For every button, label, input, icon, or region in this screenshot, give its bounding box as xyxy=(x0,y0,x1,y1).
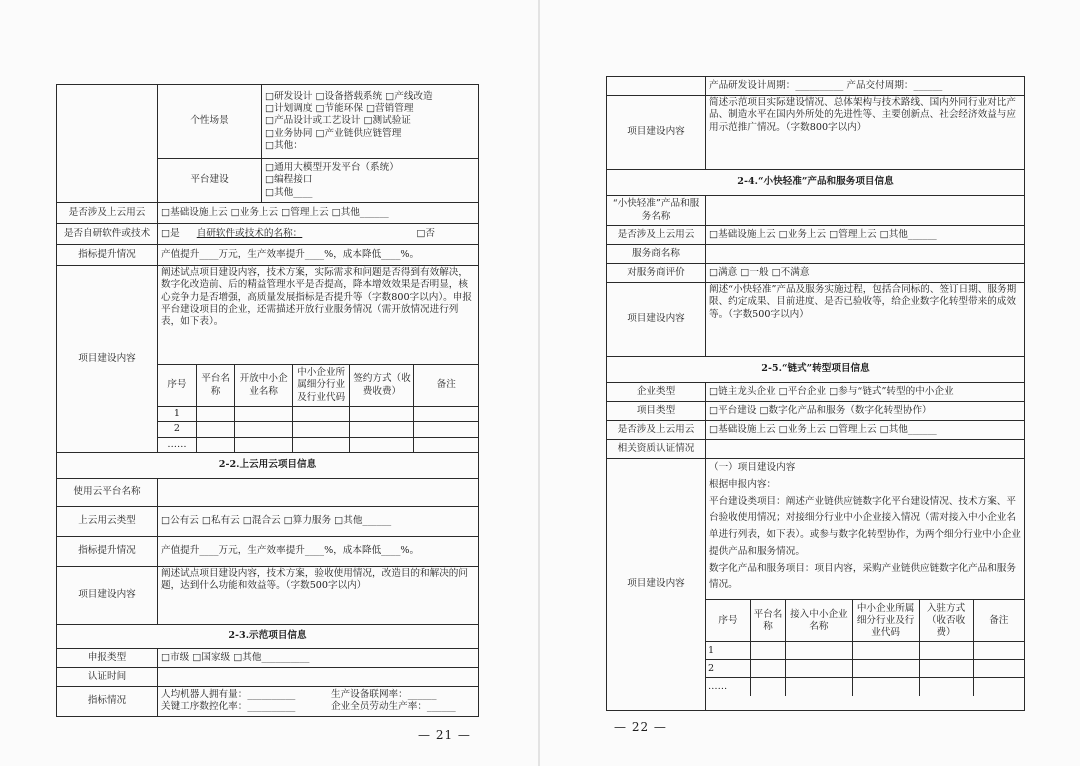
section-2-3-title: 2-3.示范项目信息 xyxy=(57,624,479,648)
indicator-label: 指标情况 xyxy=(57,686,158,716)
cloud-usage-options[interactable]: □基础设施上云 □业务上云 □管理上云 □其他______ xyxy=(158,203,479,224)
table-cell[interactable] xyxy=(196,407,234,422)
cloud-usage-options-2[interactable]: □基础设施上云 □业务上云 □管理上云 □其他______ xyxy=(706,226,1025,245)
table-cell[interactable] xyxy=(292,422,350,437)
col-header: 序号 xyxy=(158,365,196,407)
product-name-label: “小快轻准”产品和服务名称 xyxy=(607,196,706,226)
page-22 xyxy=(540,0,1080,766)
platform-option[interactable]: □通用大模型开发平台（系统） xyxy=(265,162,399,174)
table-cell[interactable] xyxy=(292,407,350,422)
col-header: 备注 xyxy=(973,600,1024,642)
provider-name-field[interactable] xyxy=(706,245,1025,264)
col-header: 中小企业所属细分行业及行业代码 xyxy=(292,365,350,407)
apply-type-label: 申报类型 xyxy=(57,648,158,667)
self-dev-no-checkbox[interactable]: □否 xyxy=(416,227,435,239)
table-cell[interactable] xyxy=(350,437,414,452)
indicator-values xyxy=(158,686,479,716)
section-2-5-title: 2-5.“链式”转型项目信息 xyxy=(607,357,1025,383)
project-type-label: 项目类型 xyxy=(607,402,706,421)
row-index: 1 xyxy=(158,407,196,422)
cloud-content-text[interactable]: 阐述试点项目建设内容，技术方案，验收使用情况，改造目的和解决的问题，达到什么功能和效益等。（字数500字以内） xyxy=(158,566,479,624)
cert-status-label: 相关资质认证情况 xyxy=(607,440,706,459)
access-sme-table xyxy=(706,599,1024,696)
self-dev-options xyxy=(158,224,479,245)
self-dev-yes-checkbox[interactable]: □是 xyxy=(161,227,180,239)
personal-scenarios-options xyxy=(262,85,479,159)
col-header: 入驻方式（收否收费） xyxy=(919,600,973,642)
product-name-field[interactable] xyxy=(706,196,1025,226)
platform-option[interactable]: □编程接口 xyxy=(265,174,313,186)
scenario-option-line[interactable]: □业务协同 □产业链供应链管理 xyxy=(265,127,402,139)
row-index: …… xyxy=(706,678,751,696)
project-type-options[interactable]: □平台建设 □数字化产品和服务（数字化转型协作） xyxy=(706,402,1025,421)
cloud-type-label: 上云用云类型 xyxy=(57,506,158,536)
company-type-label: 企业类型 xyxy=(607,383,706,402)
chain-content-cell xyxy=(706,459,1025,711)
service-content-text[interactable]: 阐述“小快轻准”产品及服务实施过程，包括合同标的、签订日期、服务期限、约定成果、目前进度、是否已验收等，给企业数字化转型带来的成效等。（字数500字以内） xyxy=(706,283,1025,357)
cert-time-label: 认证时间 xyxy=(57,667,158,686)
scenario-option-line[interactable]: □其他： xyxy=(265,139,303,151)
table-cell[interactable] xyxy=(235,422,293,437)
chain-content-text[interactable] xyxy=(706,459,1024,595)
table-cell[interactable] xyxy=(292,437,350,452)
project-content-label: 项目建设内容 xyxy=(57,266,158,453)
cloud-usage-label-3: 是否涉及上云用云 xyxy=(607,421,706,440)
cloud-usage-label-2: 是否涉及上云用云 xyxy=(607,226,706,245)
page-number-21: — 21 — xyxy=(418,728,471,742)
table-cell[interactable] xyxy=(973,642,1024,660)
project-content-cell xyxy=(158,266,479,453)
labor-productivity-field[interactable]: 企业全员劳动生产率：______ xyxy=(331,701,456,713)
robot-per-capita-field[interactable]: 人均机器人拥有量：__________ xyxy=(161,689,296,701)
cert-status-field[interactable] xyxy=(706,440,1025,459)
self-dev-label: 是否自研软件或技术 xyxy=(57,224,158,245)
self-dev-name-field[interactable]: 自研软件或技术的名称： xyxy=(196,227,303,239)
metrics-label-2: 指标提升情况 xyxy=(57,536,158,566)
table-cell[interactable] xyxy=(196,422,234,437)
cloud-platform-name-label: 使用云平台名称 xyxy=(57,478,158,506)
blank-cell xyxy=(57,85,158,203)
page-number-22: — 22 — xyxy=(614,720,667,734)
metrics-label: 指标提升情况 xyxy=(57,245,158,266)
equipment-network-rate-field[interactable]: 生产设备联网率：______ xyxy=(331,689,437,701)
cert-time-field[interactable] xyxy=(158,667,479,686)
scenario-option-line[interactable]: □计划调度 □节能环保 □营销管理 xyxy=(265,103,414,115)
section-2-4-title: 2-4.“小快轻准”产品和服务项目信息 xyxy=(607,170,1025,196)
table-cell[interactable] xyxy=(852,678,919,696)
company-type-options[interactable]: □链主龙头企业 □平台企业 □参与“链式”转型的中小企业 xyxy=(706,383,1025,402)
platform-build-options xyxy=(262,159,479,203)
scenario-option-line[interactable]: □产品设计或工艺设计 □测试验证 xyxy=(265,115,411,127)
project-content-text[interactable]: 阐述试点项目建设内容，技术方案，实际需求和问题是否得到有效解决，数字化改造前、后的精益管理水平是否提高，降本增效效果是否明显，核心竞争力是否增强，高质量发展指标是否提升等（字数800字以内）。申报平台建设项目的企业，还需描述开放行业服务情况（需开放情况进行列表，如下表）。 xyxy=(161,267,472,328)
personal-scenarios-label: 个性场景 xyxy=(158,85,262,159)
table-cell[interactable] xyxy=(751,678,786,696)
cloud-usage-options-3[interactable]: □基础设施上云 □业务上云 □管理上云 □其他______ xyxy=(706,421,1025,440)
col-header: 平台名称 xyxy=(196,365,234,407)
demo-content-text[interactable]: 简述示范项目实际建设情况、总体架构与技术路线、国内外同行业对比产品、制造水平在国内外所处的先进性等、主要创新点、社会经济效益与应用示范推广情况。（字数800字以内） xyxy=(706,96,1025,170)
col-header: 中小企业所属细分行业及行业代码 xyxy=(852,600,919,642)
content-line: 根据申报内容： xyxy=(709,478,777,490)
metrics-value[interactable]: 产值提升____万元，生产效率提升____%，成本降低____%。 xyxy=(158,245,479,266)
col-header: 开放中小企业名称 xyxy=(235,365,293,407)
cloud-content-label: 项目建设内容 xyxy=(57,566,158,624)
table-cell[interactable] xyxy=(414,437,478,452)
table-cell[interactable] xyxy=(751,660,786,678)
table-cell[interactable] xyxy=(919,678,973,696)
table-cell[interactable] xyxy=(414,407,478,422)
provider-name-label: 服务商名称 xyxy=(607,245,706,264)
col-header: 备注 xyxy=(414,365,478,407)
table-cell[interactable] xyxy=(785,642,852,660)
platform-build-label: 平台建设 xyxy=(158,159,262,203)
content-paragraph: 平台建设类项目：阐述产业链供应链数字化平台建设情况、技术方案、平台验收使用情况；对接细分行业中小企业接入情况（需对接入中小企业名单进行列表，如下表）。或参与数字化转型协作，为两个细分行业中小企业提供产品和服务情况。 xyxy=(709,495,1021,557)
col-header: 平台名称 xyxy=(751,600,786,642)
provider-eval-options[interactable]: □满意 □一般 □不满意 xyxy=(706,264,1025,283)
table-cell[interactable] xyxy=(919,642,973,660)
cloud-type-options[interactable]: □公有云 □私有云 □混合云 □算力服务 □其他______ xyxy=(158,506,479,536)
blank-cell xyxy=(607,77,706,96)
provider-eval-label: 对服务商评价 xyxy=(607,264,706,283)
table-cell[interactable] xyxy=(973,660,1024,678)
service-content-label: 项目建设内容 xyxy=(607,283,706,357)
open-service-table xyxy=(158,364,478,452)
chain-content-label: 项目建设内容 xyxy=(607,459,706,711)
table-cell[interactable] xyxy=(852,660,919,678)
col-header: 接入中小企业名称 xyxy=(785,600,852,642)
nc-rate-field[interactable]: 关键工序数控化率：__________ xyxy=(161,701,296,713)
table-cell[interactable] xyxy=(785,660,852,678)
metrics-value-2[interactable]: 产值提升____万元，生产效率提升____%，成本降低____%。 xyxy=(158,536,479,566)
apply-type-options[interactable]: □市级 □国家级 □其他__________ xyxy=(158,648,479,667)
demo-content-label: 项目建设内容 xyxy=(607,96,706,170)
table-cell[interactable] xyxy=(235,437,293,452)
table-cell[interactable] xyxy=(751,642,786,660)
page-22-form-table xyxy=(606,76,1025,711)
page-21-form-table xyxy=(56,84,479,717)
table-cell[interactable] xyxy=(919,660,973,678)
section-2-2-title: 2-2.上云用云项目信息 xyxy=(57,452,479,478)
content-heading: （一）项目建设内容 xyxy=(709,462,796,473)
row-index: 2 xyxy=(158,422,196,437)
cycle-fields[interactable]: 产品研发设计周期：__________ 产品交付周期：______ xyxy=(706,77,1025,96)
table-cell[interactable] xyxy=(973,678,1024,696)
row-index: …… xyxy=(158,437,196,452)
row-index: 1 xyxy=(706,642,751,660)
table-cell[interactable] xyxy=(196,437,234,452)
table-cell[interactable] xyxy=(785,678,852,696)
row-index: 2 xyxy=(706,660,751,678)
table-cell[interactable] xyxy=(350,422,414,437)
cloud-platform-name-field[interactable] xyxy=(158,478,479,506)
content-paragraph: 数字化产品和服务项目：项目内容，采购产业链供应链数字化产品和服务情况。 xyxy=(709,562,1016,591)
table-cell[interactable] xyxy=(852,642,919,660)
table-cell[interactable] xyxy=(235,407,293,422)
platform-option[interactable]: □其他____ xyxy=(265,186,313,198)
cloud-usage-label: 是否涉及上云用云 xyxy=(57,203,158,224)
scenario-option-line[interactable]: □研发设计 □设备搭载系统 □产线改造 xyxy=(265,90,433,102)
table-cell[interactable] xyxy=(414,422,478,437)
table-cell[interactable] xyxy=(350,407,414,422)
col-header: 签约方式（收费收费） xyxy=(350,365,414,407)
col-header: 序号 xyxy=(706,600,751,642)
